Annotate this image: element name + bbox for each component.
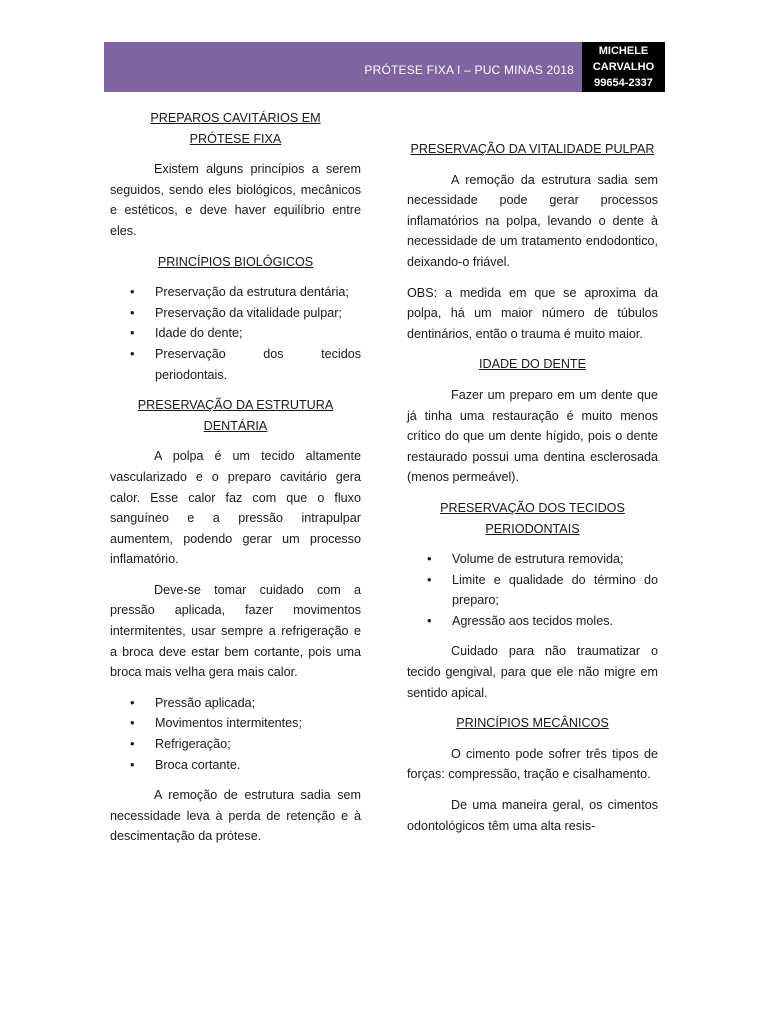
list-item: • Refrigeração; [155,734,361,755]
heading-vitalidade-pulpar: PRESERVAÇÃO DA VITALIDADE PULPAR [410,142,655,156]
list-item: • Broca cortante. [155,755,361,776]
author-name-last: CARVALHO [592,61,655,73]
list-principios-biologicos [110,282,361,385]
page-header [104,42,582,92]
paragraph: A remoção de estrutura sadia sem necessidade leva à perda de retenção e à descimentação da prótese. [110,788,361,844]
intro-paragraph: Existem alguns princípios a serem seguidos, sendo eles biológicos, mecânicos e estéticos, e deve haver equilíbrio entre eles. [110,162,361,238]
heading-idade-do-dente: IDADE DO DENTE [478,357,587,372]
header-title: PRÓTESE FIXA I – PUC MINAS 2018 [364,63,574,77]
list-item: • Limite e qualidade do término do preparo; [452,570,658,611]
paragraph: Deve-se tomar cuidado com a pressão aplicada, fazer movimentos intermitentes, usar sempre a refrigeração e a broca deve estar bem cortante, pois uma broca mais velha gera mais calor. [110,582,361,680]
heading-tecidos-periodontais: PRESERVAÇÃO DOS TECIDOS PERIODONTAIS [440,500,625,536]
paragraph: Fazer um preparo em um dente que já tinha uma restauração é muito menos crítico do que um dente hígido, pois o dente restaurado possui uma dentina esclerosada (menos permeável). [407,387,658,485]
paragraph: A polpa é um tecido altamente vascularizado e o preparo cavitário gera calor. Esse calor faz com que o fluxo sanguíneo e a pressão intrapulpar aumentem, podendo gerar um processo inflamatório. [110,449,361,567]
paragraph: Cuidado para não traumatizar o tecido gengival, para que ele não migre em sentido apical. [407,644,658,700]
heading-principios-mecanicos: PRINCÍPIOS MECÂNICOS [456,716,609,731]
author-name-first: MICHELE [598,45,649,57]
left-column [110,108,361,857]
right-column [407,139,658,846]
paragraph: O cimento pode sofrer três tipos de forças: compressão, tração e cisalhamento. [407,746,658,782]
list-item: • Movimentos intermitentes; [155,713,361,734]
list-item: • Preservação dos tecidos periodontais. [155,344,361,385]
heading-estrutura-dentaria: PRESERVAÇÃO DA ESTRUTURA DENTÁRIA [137,398,334,433]
list-item: • Idade do dente; [155,323,361,344]
main-title: PREPAROS CAVITÁRIOS EM PRÓTESE FIXA [150,111,321,146]
list-item: • Agressão aos tecidos moles. [452,611,658,632]
author-phone: 99654-2337 [594,77,653,89]
list-cuidados [110,693,361,775]
heading-principios-biologicos: PRINCÍPIOS BIOLÓGICOS [157,254,314,269]
paragraph: A remoção da estrutura sadia sem necessidade pode gerar processos inflamatórios na polpa, levando o dente à necessidade de um tratamento endodontico, deixando-o friável. [407,172,658,269]
list-item: • Preservação da estrutura dentária; [155,282,361,303]
list-item: • Preservação da vitalidade pulpar; [155,303,361,324]
author-box [582,42,665,92]
paragraph: De uma maneira geral, os cimentos odontológicos têm uma alta resis- [407,798,658,833]
list-item: • Volume de estrutura removida; [452,549,658,570]
list-periodontais [407,549,658,631]
obs-paragraph: OBS: a medida em que se aproxima da polpa, há um maior número de túbulos dentinários, então o trauma é muito maior. [407,285,658,341]
list-item: • Pressão aplicada; [155,693,361,714]
